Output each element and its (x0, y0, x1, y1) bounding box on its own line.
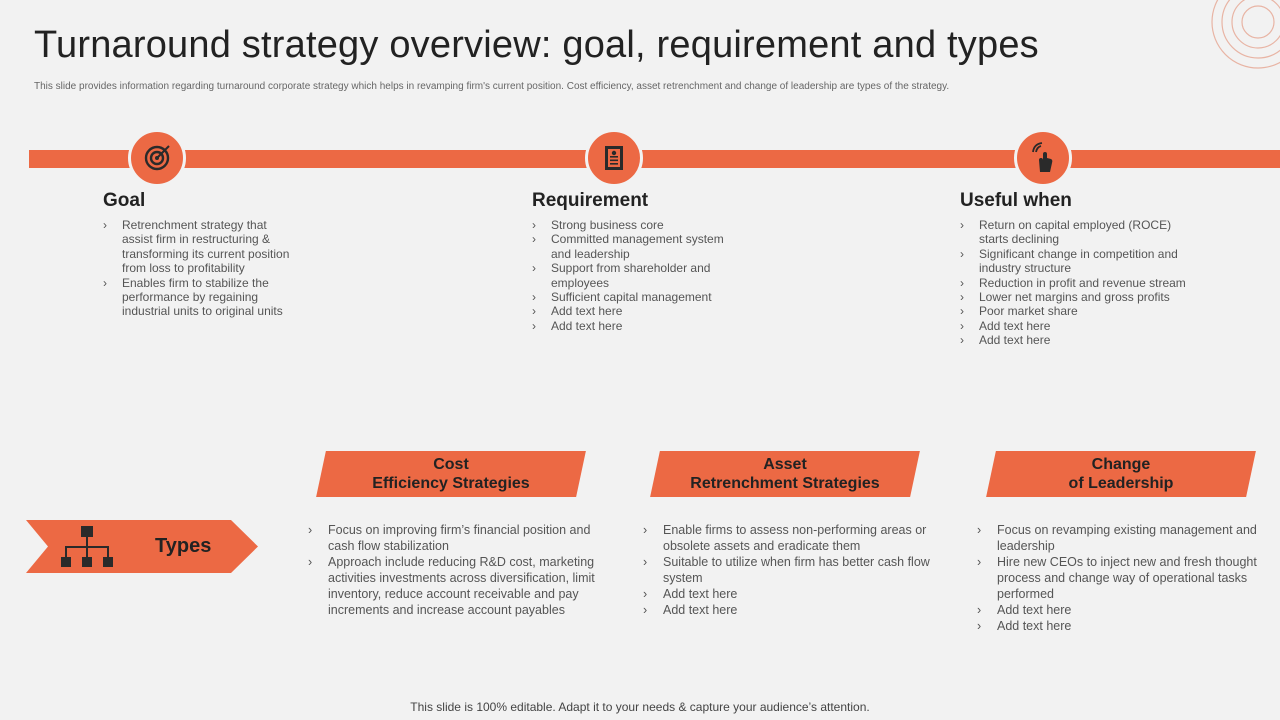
footer-note: This slide is 100% editable. Adapt it to your needs & capture your audience’s attention. (410, 700, 870, 714)
useful-when-heading: Useful when (960, 190, 1072, 211)
list-item: › Add text here (532, 319, 732, 333)
cost-efficiency-banner (321, 451, 581, 497)
list-item: › Add text here (643, 602, 933, 618)
change-of-leadership-banner (991, 451, 1251, 497)
list-item: › Support from shareholder and employees (532, 261, 732, 290)
list-item: › Committed management system and leadership (532, 232, 732, 261)
list-item: › Enable firms to assess non-performing areas or obsolete assets and eradicate them (643, 522, 933, 554)
list-item: › Strong business core (532, 218, 732, 232)
hand-touch-icon (1014, 129, 1072, 187)
list-item: › Add text here (977, 618, 1267, 634)
list-item: › Add text here (960, 319, 1200, 333)
list-item: › Sufficient capital management (532, 290, 732, 304)
page-title: Turnaround strategy overview: goal, requirement and types (34, 24, 1039, 66)
banner-title: Cost Efficiency Strategies (372, 456, 530, 492)
types-label: Types (155, 535, 212, 557)
list-item: › Add text here (643, 586, 933, 602)
cost-efficiency-points (308, 522, 598, 618)
hierarchy-icon (60, 526, 114, 568)
change-of-leadership-points (977, 522, 1267, 634)
asset-retrenchment-banner (655, 451, 915, 497)
document-icon (585, 129, 643, 187)
list-item: › Add text here (960, 333, 1200, 347)
target-icon (128, 129, 186, 187)
list-item: › Reduction in profit and revenue stream (960, 276, 1200, 290)
list-item: › Significant change in competition and industry structure (960, 247, 1200, 276)
list-item: › Retrenchment strategy that assist firm in restructuring & transforming its current position from loss to profitability (103, 218, 297, 276)
list-item: › Poor market share (960, 304, 1200, 318)
banner-title: Asset Retrenchment Strategies (690, 456, 880, 492)
timeline-bar (29, 150, 1280, 168)
goal-heading: Goal (103, 190, 146, 211)
list-item: › Hire new CEOs to inject new and fresh thought process and change way of operational tasks performed (977, 554, 1267, 602)
decorative-circles-icon (1208, 0, 1280, 72)
asset-retrenchment-points (643, 522, 933, 618)
list-item: › Focus on improving firm’s financial position and cash flow stabilization (308, 522, 598, 554)
goal-section (103, 190, 353, 319)
list-item: › Focus on revamping existing management and leadership (977, 522, 1267, 554)
requirement-section (532, 190, 782, 333)
requirement-heading: Requirement (532, 190, 649, 211)
list-item: › Suitable to utilize when firm has better cash flow system (643, 554, 933, 586)
page-subtitle: This slide provides information regarding turnaround corporate strategy which helps in revamping firm's current position. Cost efficiency, asset retrenchment and change of leadership are types of the strategy. (34, 81, 950, 92)
useful-when-section (960, 190, 1210, 348)
list-item: › Add text here (977, 602, 1267, 618)
list-item: › Return on capital employed (ROCE) starts declining (960, 218, 1200, 247)
list-item: › Approach include reducing R&D cost, marketing activities investments across diversification, limit inventory, reduce account receivable and pay increments and increase account payables (308, 554, 598, 618)
list-item: › Add text here (532, 304, 732, 318)
list-item: › Lower net margins and gross profits (960, 290, 1200, 304)
list-item: › Enables firm to stabilize the performance by regaining industrial units to original units (103, 276, 297, 319)
banner-title: Change of Leadership (1068, 456, 1174, 492)
